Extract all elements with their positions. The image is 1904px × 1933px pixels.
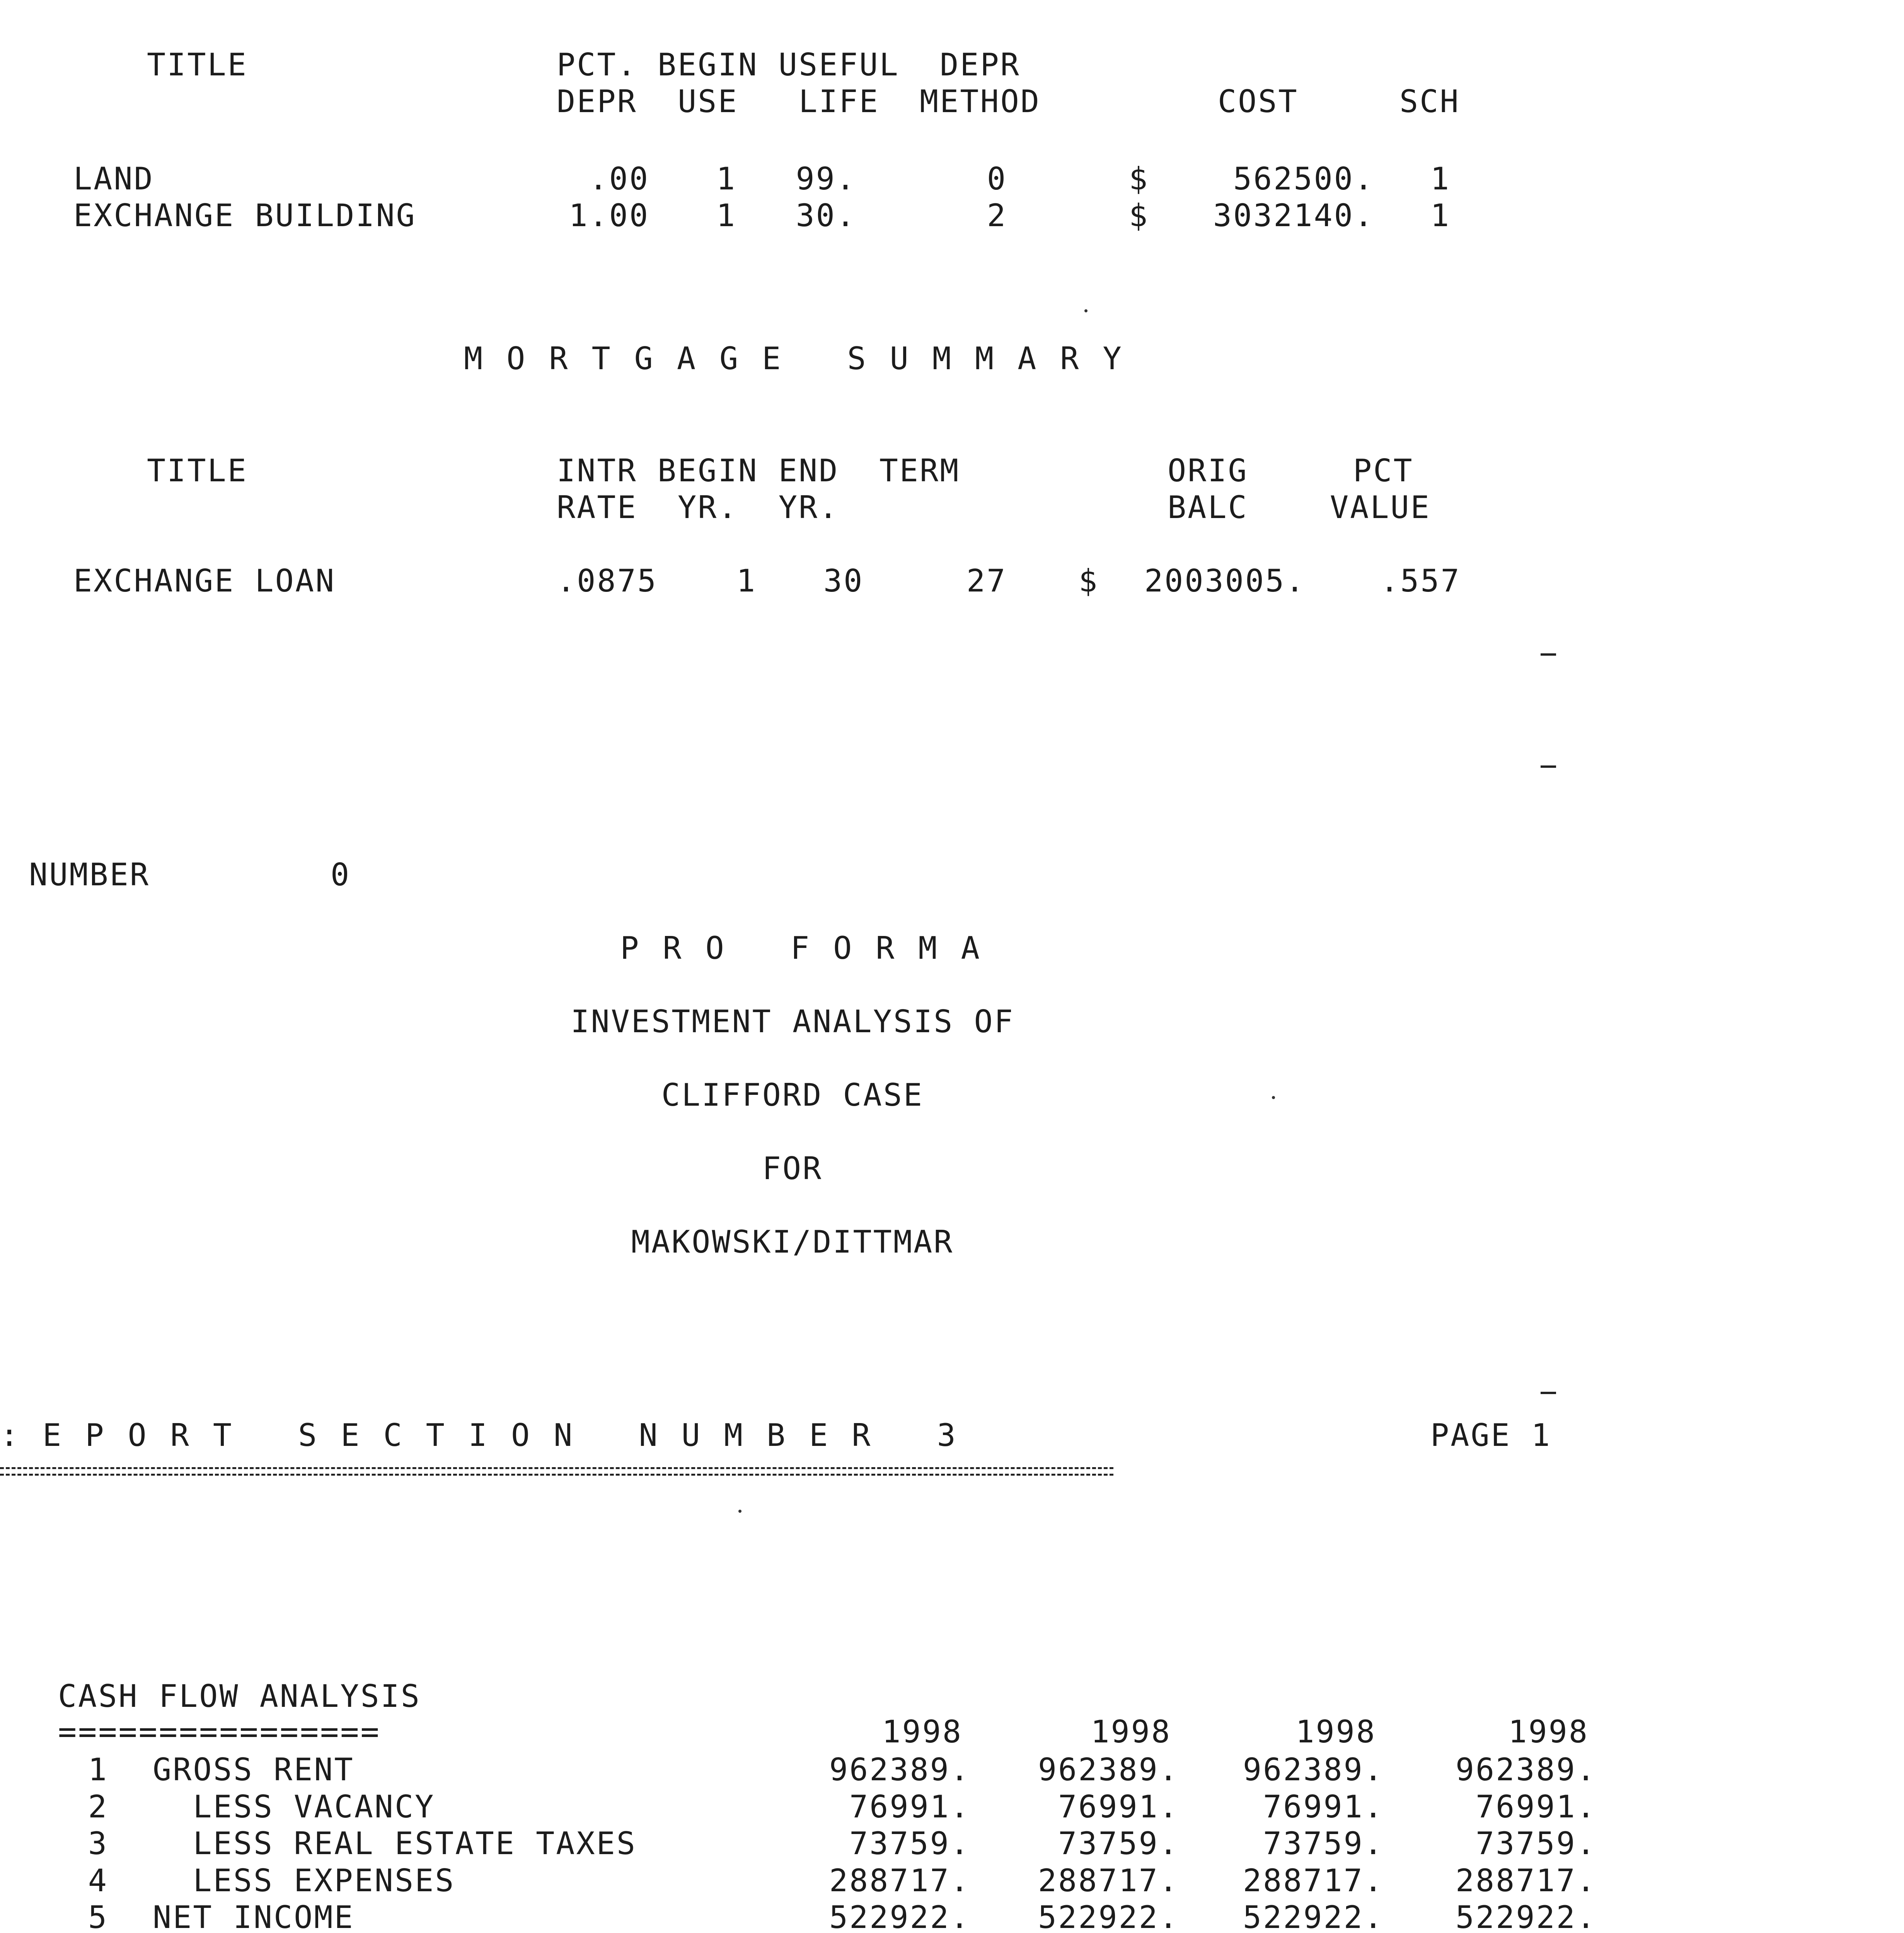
- depr-dollar: $: [1129, 161, 1149, 197]
- speck: [738, 1510, 741, 1513]
- number-label: NUMBER: [29, 857, 150, 893]
- page-number: PAGE 1: [1430, 1417, 1551, 1453]
- depr-cost: 3032140.: [1213, 198, 1374, 234]
- subtitle-line4: MAKOWSKI/DITTMAR: [631, 1224, 954, 1260]
- depr-life: 99.: [796, 161, 856, 197]
- cell-value: 76991.: [1058, 1789, 1179, 1825]
- cell-value: 522922.: [1038, 1899, 1179, 1933]
- cell-value: 288717.: [829, 1863, 970, 1899]
- section-rule: [0, 1467, 1113, 1469]
- cell-value: 73759.: [849, 1826, 970, 1861]
- year-header: 1998: [1091, 1714, 1171, 1750]
- mort-header-pct1: PCT: [1353, 453, 1414, 489]
- cell-value: 288717.: [1243, 1863, 1384, 1899]
- speck: [1272, 1096, 1275, 1099]
- mortgage-heading: MORTGAGE SUMMARY: [464, 341, 1145, 377]
- subtitle-line3: FOR: [762, 1151, 823, 1186]
- cash-flow-underline: ================: [58, 1714, 381, 1750]
- cell-value: 962389.: [1243, 1752, 1384, 1788]
- mort-orig: 2003005.: [1144, 563, 1306, 599]
- row-number: 1: [88, 1752, 108, 1788]
- pro-forma-heading: PRO FORMA: [620, 930, 1004, 966]
- mort-header-line1: INTR BEGIN END TERM: [557, 453, 960, 489]
- mort-term: 27: [966, 563, 1007, 599]
- row-label: LESS EXPENSES: [153, 1863, 455, 1899]
- depr-method: 2: [987, 198, 1007, 234]
- cell-value: 73759.: [1476, 1826, 1597, 1861]
- cell-value: 962389.: [1038, 1752, 1179, 1788]
- subtitle-line1: INVESTMENT ANALYSIS OF: [571, 1004, 1014, 1040]
- mort-begin: 1: [736, 563, 757, 599]
- mort-rate: .0875: [557, 563, 658, 599]
- cell-value: 76991.: [1476, 1789, 1597, 1825]
- mort-end: 30: [823, 563, 864, 599]
- cash-flow-title: CASH FLOW ANALYSIS: [58, 1678, 421, 1714]
- mort-title: EXCHANGE LOAN: [73, 563, 336, 599]
- mort-header-pct2: VALUE: [1330, 489, 1431, 525]
- mort-header-orig1: ORIG: [1168, 453, 1248, 489]
- depr-title: EXCHANGE BUILDING: [73, 198, 416, 234]
- mort-pct: .557: [1380, 563, 1461, 599]
- cell-value: 522922.: [1243, 1899, 1384, 1933]
- depr-sch: 1: [1430, 161, 1451, 197]
- depr-pct: .00: [589, 161, 649, 197]
- cell-value: 73759.: [1263, 1826, 1384, 1861]
- depr-header-line2: DEPR USE LIFE METHOD: [557, 84, 1041, 119]
- mort-dollar: $: [1079, 563, 1099, 599]
- report-section-heading: :EPORT SECTION NUMBER 3: [0, 1417, 980, 1453]
- cell-value: 962389.: [1455, 1752, 1597, 1788]
- margin-tick: [1541, 765, 1556, 768]
- row-label: NET INCOME: [153, 1899, 355, 1933]
- cell-value: 522922.: [829, 1899, 970, 1933]
- mort-header-line2: RATE YR. YR.: [557, 489, 839, 525]
- subtitle-line2: CLIFFORD CASE: [661, 1077, 924, 1113]
- row-number: 2: [88, 1789, 108, 1825]
- depr-dollar: $: [1129, 198, 1149, 234]
- depr-begin: 1: [716, 161, 736, 197]
- cell-value: 962389.: [829, 1752, 970, 1788]
- mort-header-title: TITLE: [147, 453, 248, 489]
- depr-sch: 1: [1430, 198, 1451, 234]
- year-header: 1998: [882, 1714, 963, 1750]
- number-value: 0: [331, 857, 351, 893]
- depr-life: 30.: [796, 198, 856, 234]
- row-number: 3: [88, 1826, 108, 1861]
- cell-value: 73759.: [1058, 1826, 1179, 1861]
- row-label: LESS VACANCY: [153, 1789, 435, 1825]
- row-number: 4: [88, 1863, 108, 1899]
- row-label: LESS REAL ESTATE TAXES: [153, 1826, 637, 1861]
- depr-header-title: TITLE: [147, 47, 248, 83]
- row-label: GROSS RENT: [153, 1752, 355, 1788]
- mort-header-orig2: BALC: [1168, 489, 1248, 525]
- cell-value: 288717.: [1038, 1863, 1179, 1899]
- depr-title: LAND: [73, 161, 154, 197]
- section-rule: [0, 1474, 1113, 1476]
- margin-tick: [1541, 1392, 1556, 1394]
- margin-tick: [1541, 653, 1556, 656]
- cell-value: 288717.: [1455, 1863, 1597, 1899]
- year-header: 1998: [1508, 1714, 1589, 1750]
- year-header: 1998: [1295, 1714, 1376, 1750]
- cell-value: 76991.: [849, 1789, 970, 1825]
- cell-value: 76991.: [1263, 1789, 1384, 1825]
- depr-header-sch: SCH: [1399, 84, 1460, 119]
- depr-begin: 1: [716, 198, 736, 234]
- row-number: 5: [88, 1899, 108, 1933]
- cell-value: 522922.: [1455, 1899, 1597, 1933]
- depr-header-line1: PCT. BEGIN USEFUL DEPR: [557, 47, 1021, 83]
- depr-header-cost: COST: [1218, 84, 1299, 119]
- depr-cost: 562500.: [1233, 161, 1374, 197]
- depr-pct: 1.00: [569, 198, 649, 234]
- depr-method: 0: [987, 161, 1007, 197]
- speck: [1084, 309, 1088, 312]
